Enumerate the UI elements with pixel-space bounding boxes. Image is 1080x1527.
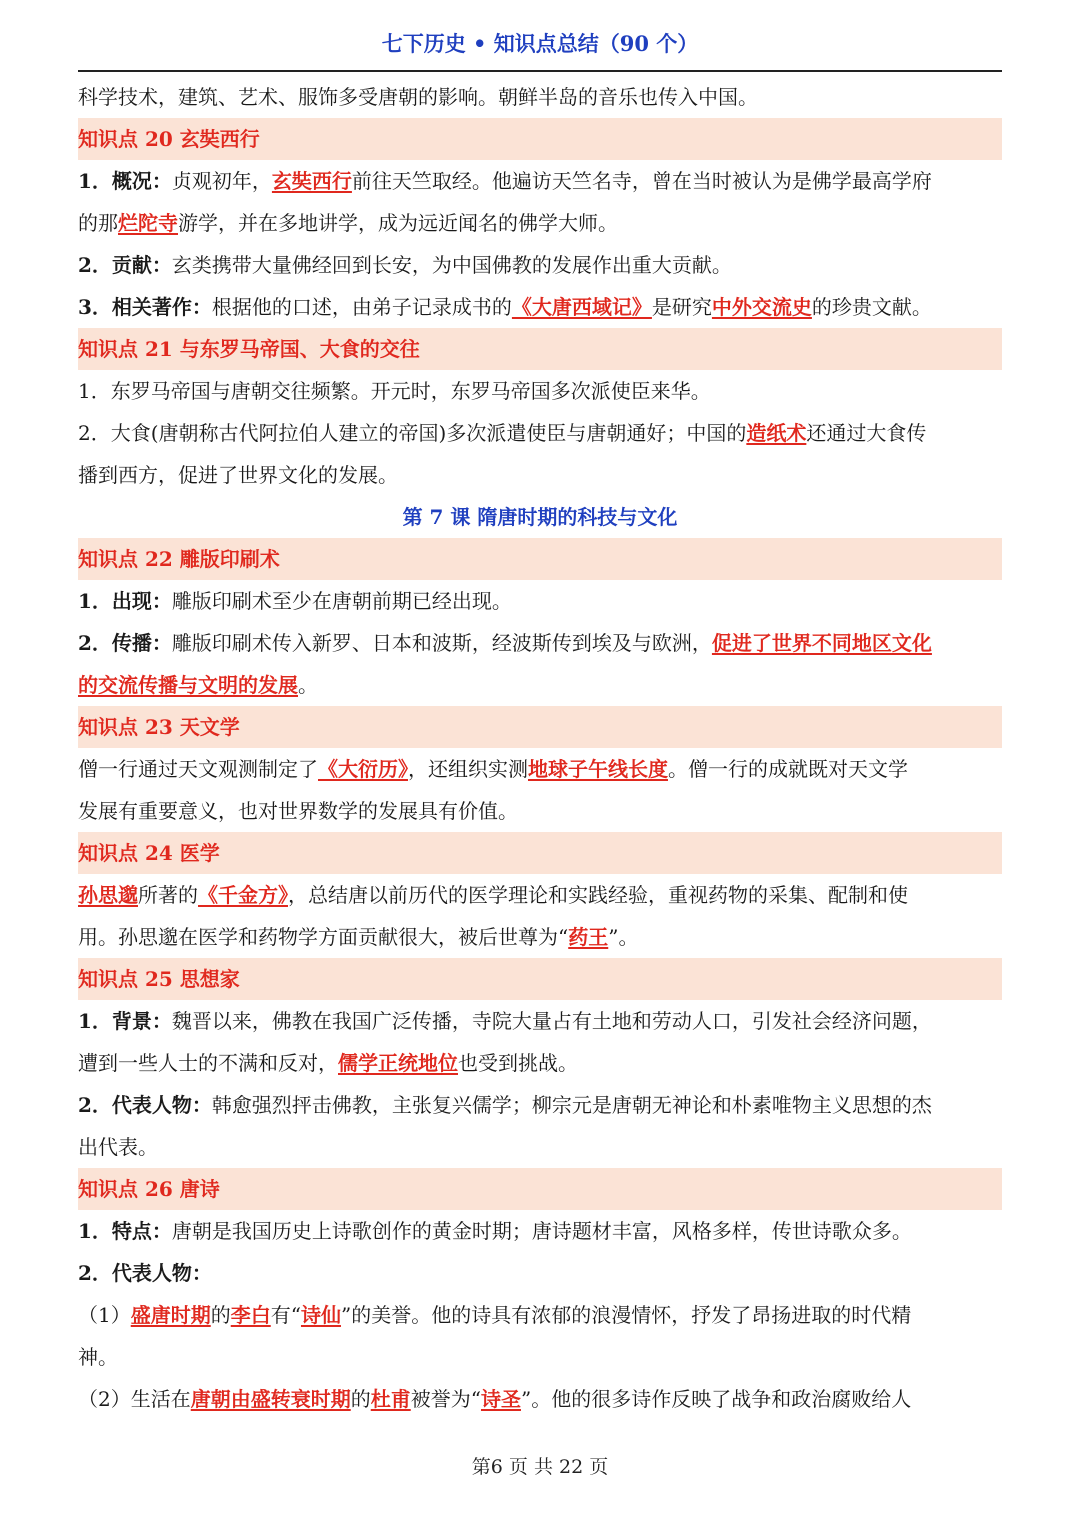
kp25-line-1: 1．背景：魏晋以来，佛教在我国广泛传播，寺院大量占有土地和劳动人口，引发社会经济问题， — [78, 1009, 932, 1033]
kp23-line-2: 发展有重要意义，也对世界数学的发展具有价值。 — [78, 799, 518, 823]
page-header — [78, 0, 1002, 72]
kp26-line-4: 神。 — [78, 1345, 118, 1369]
document-page — [78, 0, 1002, 1420]
kp22-line-3: 的交流传播与文明的发展。 — [78, 673, 318, 697]
kp21-line-1: 1．东罗马帝国与唐朝交往频繁。开元时，东罗马帝国多次派使臣来华。 — [78, 379, 711, 403]
kp26-line-5: （2）生活在唐朝由盛转衰时期的杜甫被誉为“诗圣”。他的很多诗作反映了战争和政治腐败给人 — [78, 1387, 912, 1411]
knowledge-point-26-title: 知识点 26 唐诗 — [78, 1168, 1002, 1210]
kp25-line-3: 2．代表人物：韩愈强烈抨击佛教，主张复兴儒学；柳宗元是唐朝无神论和朴素唯物主义思想的杰 — [78, 1093, 932, 1117]
knowledge-point-22-title: 知识点 22 雕版印刷术 — [78, 538, 1002, 580]
lesson-7-title: 第 7 课 隋唐时期的科技与文化 — [402, 505, 678, 529]
kp26-line-2: 2．代表人物： — [78, 1261, 212, 1285]
knowledge-point-20-title: 知识点 20 玄奘西行 — [78, 118, 1002, 160]
kp24-line-2: 用。孙思邈在医学和药物学方面贡献很大，被后世尊为“药王”。 — [78, 925, 639, 949]
kp25-line-4: 出代表。 — [78, 1135, 158, 1159]
kp23-line-1: 僧一行通过天文观测制定了《大衍历》，还组织实测地球子午线长度。僧一行的成就既对天文学 — [78, 757, 908, 781]
kp20-line-2: 的那烂陀寺游学，并在多地讲学，成为远近闻名的佛学大师。 — [78, 211, 618, 235]
kp20-line-4: 3．相关著作：根据他的口述，由弟子记录成书的《大唐西域记》是研究中外交流史的珍贵文献。 — [78, 295, 932, 319]
kp26-line-1: 1．特点：唐朝是我国历史上诗歌创作的黄金时期；唐诗题材丰富，风格多样，传世诗歌众多。 — [78, 1219, 912, 1243]
page-number: 第6 页 共 22 页 — [471, 1456, 609, 1478]
kp26-line-3: （1）盛唐时期的李白有“诗仙”的美誉。他的诗具有浓郁的浪漫情怀，抒发了昂扬进取的时代精 — [78, 1303, 912, 1327]
kp21-line-2: 2．大食(唐朝称古代阿拉伯人建立的帝国)多次派遣使臣与唐朝通好；中国的造纸术还通过大食传 — [78, 421, 927, 445]
kp24-line-1: 孙思邈所著的《千金方》，总结唐以前历代的医学理论和实践经验，重视药物的采集、配制和使 — [78, 883, 908, 907]
kp20-line-3: 2．贡献：玄类携带大量佛经回到长安，为中国佛教的发展作出重大贡献。 — [78, 253, 732, 277]
kp22-line-1: 1．出现：雕版印刷术至少在唐朝前期已经出现。 — [78, 589, 512, 613]
knowledge-point-23-title: 知识点 23 天文学 — [78, 706, 1002, 748]
knowledge-point-21-title: 知识点 21 与东罗马帝国、大食的交往 — [78, 328, 1002, 370]
knowledge-point-25-title: 知识点 25 思想家 — [78, 958, 1002, 1000]
knowledge-point-24-title: 知识点 24 医学 — [78, 832, 1002, 874]
kp20-line-1: 1．概况：贞观初年，玄奘西行前往天竺取经。他遍访天竺名寺，曾在当时被认为是佛学最高学府 — [78, 169, 932, 193]
page-footer — [0, 1452, 1080, 1479]
kp22-line-2: 2．传播：雕版印刷术传入新罗、日本和波斯，经波斯传到埃及与欧洲，促进了世界不同地区文化 — [78, 631, 932, 655]
kp25-line-2: 遭到一些人士的不满和反对，儒学正统地位也受到挑战。 — [78, 1051, 578, 1075]
intro-line: 科学技术，建筑、艺术、服饰多受唐朝的影响。朝鲜半岛的音乐也传入中国。 — [78, 85, 758, 109]
header-title: 七下历史 • 知识点总结（90 个） — [381, 31, 699, 56]
kp21-line-3: 播到西方，促进了世界文化的发展。 — [78, 463, 398, 487]
